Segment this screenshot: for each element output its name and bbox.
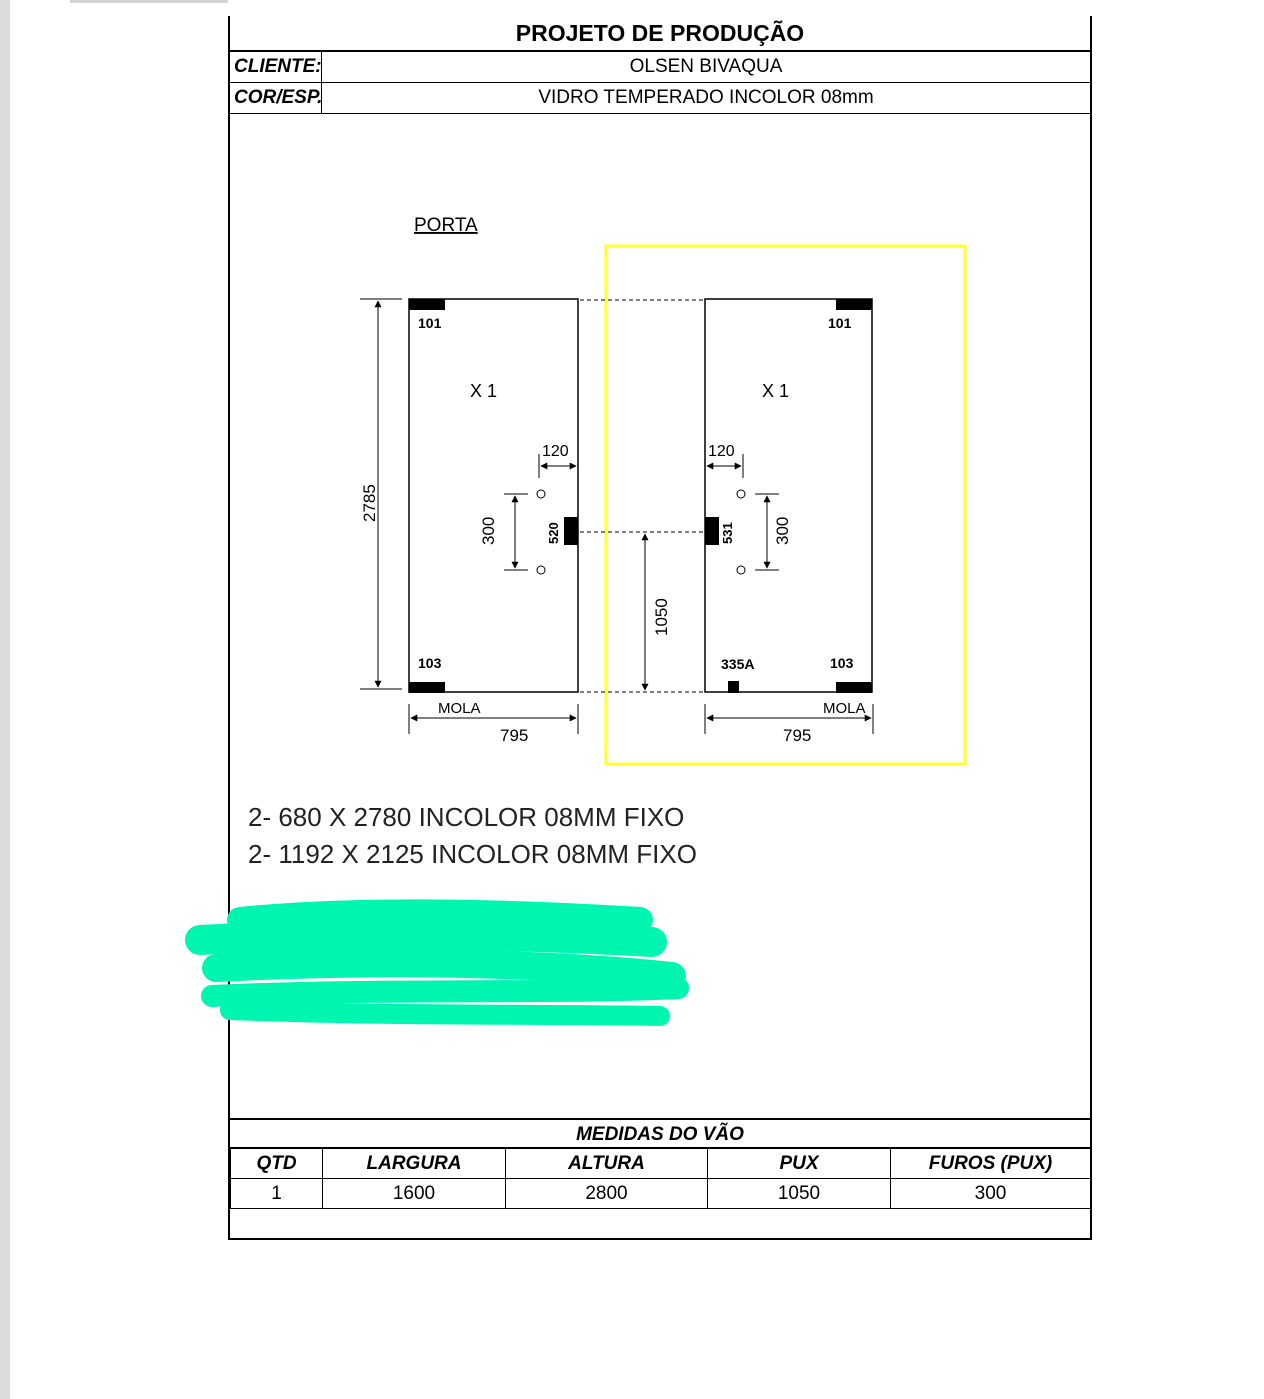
header-furos: FUROS (PUX) bbox=[891, 1149, 1091, 1179]
right-top-fitting-code: 101 bbox=[828, 315, 852, 331]
right-spacing-label: 300 bbox=[773, 516, 792, 545]
right-offset-label: 120 bbox=[708, 443, 735, 460]
cell-qtd: 1 bbox=[231, 1179, 323, 1209]
right-bottom-fitting-code: 103 bbox=[830, 655, 854, 671]
right-width-label: 795 bbox=[783, 726, 812, 745]
left-door-panel bbox=[409, 299, 578, 692]
left-width-label: 795 bbox=[500, 726, 529, 745]
client-value: OLSEN BIVAQUA bbox=[629, 56, 783, 77]
highlight-box bbox=[606, 246, 965, 764]
right-hole-bottom bbox=[737, 566, 745, 574]
right-lock-code: 531 bbox=[720, 522, 735, 544]
color-spec-label: COR/ESP. bbox=[230, 83, 322, 113]
measures-table-block bbox=[230, 1118, 1090, 1239]
right-bottom-fitting bbox=[836, 682, 872, 693]
measures-title: MEDIDAS DO VÃO bbox=[230, 1118, 1090, 1148]
table-row bbox=[231, 1179, 1091, 1209]
right-door-panel bbox=[705, 299, 872, 692]
left-spring-label: MOLA bbox=[438, 700, 481, 717]
cell-altura: 2800 bbox=[506, 1179, 708, 1209]
cell-furos: 300 bbox=[891, 1179, 1091, 1209]
glass-note-1: 2- 680 X 2780 INCOLOR 08MM FIXO bbox=[248, 802, 685, 832]
left-hole-bottom bbox=[537, 566, 545, 574]
height-label: 2785 bbox=[360, 484, 379, 522]
left-top-fitting bbox=[409, 299, 445, 310]
left-spacing-label: 300 bbox=[479, 516, 498, 545]
left-offset-label: 120 bbox=[542, 443, 569, 460]
glass-note-2: 2- 1192 X 2125 INCOLOR 08MM FIXO bbox=[248, 839, 697, 869]
color-spec-value: VIDRO TEMPERADO INCOLOR 08mm bbox=[538, 87, 874, 108]
left-quantity: X 1 bbox=[470, 381, 498, 401]
left-bottom-fitting-code: 103 bbox=[418, 655, 442, 671]
left-lock-fitting bbox=[564, 517, 578, 545]
right-extra-fitting-code: 335A bbox=[721, 656, 755, 672]
measures-table bbox=[230, 1148, 1091, 1209]
cell-largura: 1600 bbox=[323, 1179, 506, 1209]
right-hole-top bbox=[737, 490, 745, 498]
client-label: CLIENTE: bbox=[230, 52, 322, 82]
right-extra-fitting bbox=[728, 681, 739, 693]
header-qtd: QTD bbox=[231, 1149, 323, 1179]
left-bottom-fitting bbox=[409, 682, 445, 693]
right-quantity: X 1 bbox=[762, 381, 790, 401]
left-hole-top bbox=[537, 490, 545, 498]
redaction-scribble bbox=[180, 898, 690, 1038]
handle-height-label: 1050 bbox=[652, 598, 671, 636]
measures-empty-row bbox=[230, 1209, 1090, 1239]
header-altura: ALTURA bbox=[506, 1149, 708, 1179]
left-lock-code: 520 bbox=[546, 522, 561, 544]
right-top-fitting bbox=[836, 299, 872, 310]
left-top-fitting-code: 101 bbox=[418, 315, 442, 331]
right-spring-label: MOLA bbox=[823, 700, 866, 717]
header-pux: PUX bbox=[708, 1149, 891, 1179]
header-largura: LARGURA bbox=[323, 1149, 506, 1179]
sheet-title: PROJETO DE PRODUÇÃO bbox=[230, 16, 1090, 52]
measures-header-row bbox=[231, 1149, 1091, 1179]
right-lock-fitting bbox=[705, 517, 719, 545]
cell-pux: 1050 bbox=[708, 1179, 891, 1209]
section-label: PORTA bbox=[414, 215, 478, 236]
